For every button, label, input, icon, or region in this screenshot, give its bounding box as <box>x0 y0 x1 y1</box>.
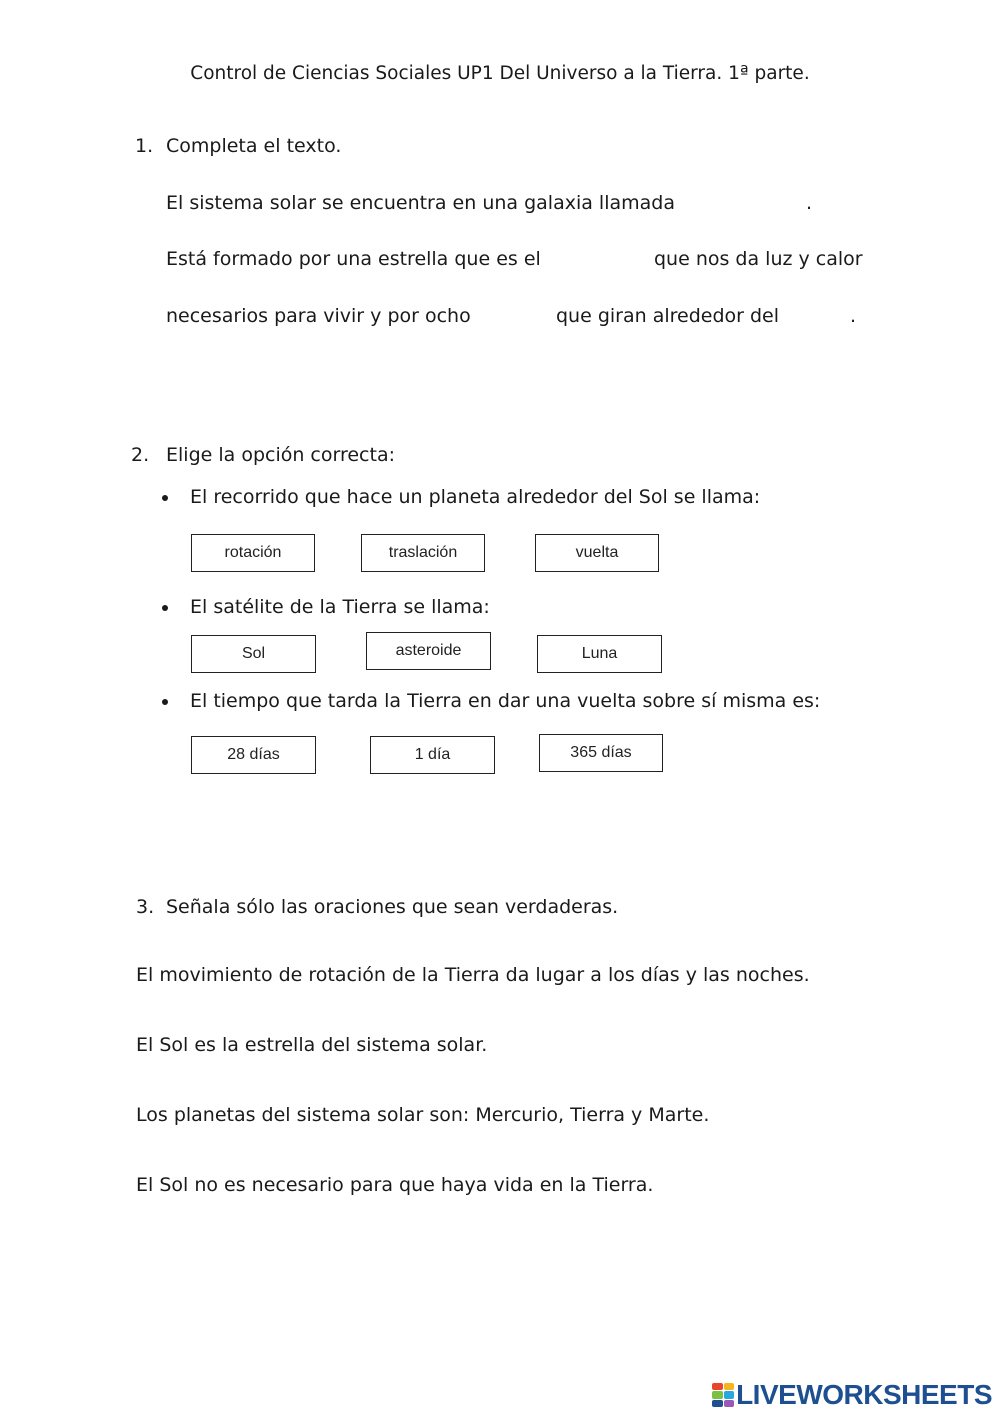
bullet-icon <box>162 605 168 611</box>
q1-line3-text: necesarios para vivir y por ocho <box>166 305 471 327</box>
liveworksheets-logo-icon <box>712 1383 734 1407</box>
blank-planets-input[interactable] <box>464 303 552 327</box>
q3-number: 3. <box>136 896 155 918</box>
q2-heading: Elige la opción correcta: <box>166 444 396 466</box>
q1-line3-text-b: que giran alrededor del <box>556 305 780 327</box>
q1-line1-text: El sistema solar se encuentra en una galaxia llamada <box>166 192 675 214</box>
bullet-icon <box>162 699 168 705</box>
statement-1[interactable]: El movimiento de rotación de la Tierra da lugar a los días y las noches. <box>136 964 810 986</box>
page-title: Control de Ciencias Sociales UP1 Del Universo a la Tierra. 1ª parte. <box>190 63 810 84</box>
option-traslacion[interactable]: traslación <box>361 534 485 572</box>
option-luna[interactable]: Luna <box>537 635 662 673</box>
option-asteroide[interactable]: asteroide <box>366 632 491 670</box>
blank-star-input[interactable] <box>542 246 650 270</box>
liveworksheets-logo <box>712 1378 992 1412</box>
blank-galaxy-input[interactable] <box>658 190 803 214</box>
q1-line1-end: . <box>806 192 813 214</box>
statement-3[interactable]: Los planetas del sistema solar son: Mercurio, Tierra y Marte. <box>136 1104 710 1126</box>
option-rotacion[interactable]: rotación <box>191 534 315 572</box>
option-vuelta[interactable]: vuelta <box>535 534 659 572</box>
option-28-dias[interactable]: 28 días <box>191 736 316 774</box>
q2-item3-text: El tiempo que tarda la Tierra en dar una vuelta sobre sí misma es: <box>190 690 821 712</box>
q1-line2-text: Está formado por una estrella que es el <box>166 248 541 270</box>
q2-item2-text: El satélite de la Tierra se llama: <box>190 596 490 618</box>
blank-sun-input[interactable] <box>776 303 848 327</box>
q2-item1-text: El recorrido que hace un planeta alrededor del Sol se llama: <box>190 486 761 508</box>
option-1-dia[interactable]: 1 día <box>370 736 495 774</box>
q3-heading: Señala sólo las oraciones que sean verdaderas. <box>166 896 619 918</box>
option-365-dias[interactable]: 365 días <box>539 734 663 772</box>
statement-2[interactable]: El Sol es la estrella del sistema solar. <box>136 1034 488 1056</box>
q1-line2-text-b: que nos da luz y calor <box>654 248 863 270</box>
q2-number: 2. <box>131 444 150 466</box>
option-sol[interactable]: Sol <box>191 635 316 673</box>
statement-4[interactable]: El Sol no es necesario para que haya vida en la Tierra. <box>136 1174 654 1196</box>
q1-number: 1. <box>135 135 154 157</box>
liveworksheets-brand: LIVEWORKSHEETS <box>736 1379 992 1410</box>
q1-heading: Completa el texto. <box>166 135 342 157</box>
q1-line3-end: . <box>850 305 857 327</box>
bullet-icon <box>162 495 168 501</box>
